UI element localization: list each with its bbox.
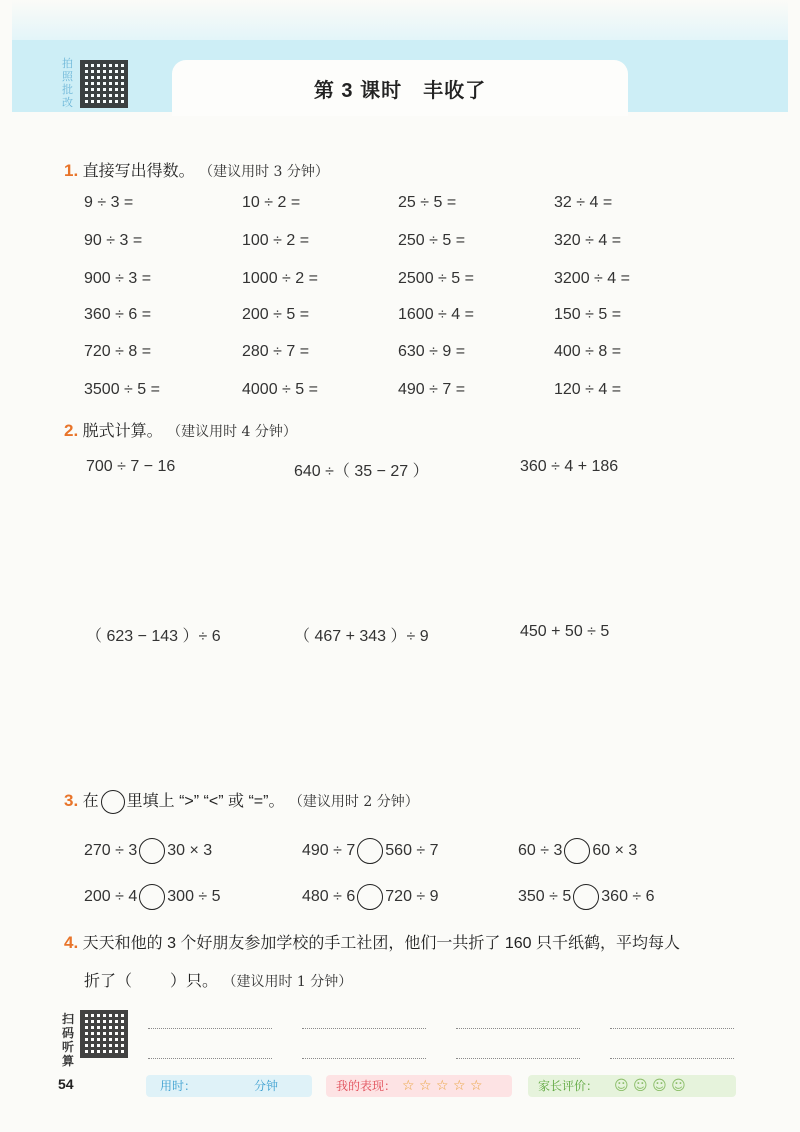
q4-text-line2a: 折了（ — [84, 973, 133, 990]
smiley-face-icons[interactable]: ☺ ☺ ☺ ☺ — [614, 1078, 686, 1094]
answer-line — [456, 1028, 580, 1029]
answer-line — [148, 1058, 272, 1059]
q3-right-expr: 60 × 3 — [592, 842, 638, 860]
performance-box[interactable] — [326, 1075, 512, 1097]
q4-hint: （建议用时 1 分钟） — [222, 974, 353, 990]
q2-heading — [64, 418, 297, 441]
q3-left-expr: 490 ÷ 7 — [302, 842, 356, 860]
q1-number: 1. — [64, 161, 79, 180]
q1-problem: 4000 ÷ 5 = — [242, 381, 318, 398]
scan-listen-label: 扫码听算 — [62, 1012, 75, 1068]
q2-problem: （ 467 + 343 ）÷ 9 — [294, 628, 429, 645]
time-unit: 分钟 — [254, 1079, 279, 1093]
q1-problem: 32 ÷ 4 = — [554, 194, 613, 211]
q3-comparison — [84, 838, 212, 864]
q1-problem: 1600 ÷ 4 = — [398, 306, 474, 323]
compare-circle-blank[interactable] — [139, 884, 165, 910]
q3-left-expr: 480 ÷ 6 — [302, 888, 356, 906]
q1-problem: 120 ÷ 4 = — [554, 381, 622, 398]
page-title: 第 3 课时 丰收了 — [313, 80, 487, 102]
q1-problem: 25 ÷ 5 = — [398, 194, 457, 211]
q1-problem: 400 ÷ 8 = — [554, 343, 622, 360]
page-number: 54 — [58, 1076, 74, 1092]
q1-problem: 320 ÷ 4 = — [554, 232, 622, 249]
q4-line2 — [84, 968, 352, 991]
photo-grade-label: 拍照批改 — [62, 58, 73, 109]
q4-number: 4. — [64, 933, 79, 952]
time-spent-box[interactable] — [146, 1075, 312, 1097]
q1-problem: 3200 ÷ 4 = — [554, 270, 630, 287]
parent-label: 家长评价： — [538, 1079, 599, 1093]
performance-label: 我的表现： — [336, 1079, 397, 1093]
q1-problem: 9 ÷ 3 = — [84, 194, 134, 211]
footer-qr-code-icon[interactable] — [80, 1010, 128, 1058]
q3-comparison — [302, 838, 439, 864]
q1-text: 直接写出得数。 — [82, 163, 195, 180]
compare-circle-blank[interactable] — [573, 884, 599, 910]
answer-line — [302, 1058, 426, 1059]
q3-heading — [64, 788, 419, 814]
q4-text-line2b: ）只。 — [170, 973, 219, 990]
q2-problem: 640 ÷（ 35 − 27 ） — [294, 463, 429, 480]
q2-text: 脱式计算。 — [82, 423, 163, 440]
q1-problem: 200 ÷ 5 = — [242, 306, 310, 323]
compare-circle-blank[interactable] — [357, 884, 383, 910]
q2-problem: 450 + 50 ÷ 5 — [520, 623, 610, 640]
q1-problem: 3500 ÷ 5 = — [84, 381, 160, 398]
answer-line — [148, 1028, 272, 1029]
circle-icon — [101, 790, 125, 814]
q3-text-before: 在 — [82, 793, 99, 810]
q3-number: 3. — [64, 791, 79, 810]
q2-number: 2. — [64, 421, 79, 440]
q3-right-expr: 720 ÷ 9 — [385, 888, 439, 906]
q1-problem: 490 ÷ 7 = — [398, 381, 466, 398]
header-band-top — [12, 0, 788, 40]
answer-line — [610, 1028, 734, 1029]
q3-left-expr: 350 ÷ 5 — [518, 888, 572, 906]
compare-circle-blank[interactable] — [564, 838, 590, 864]
q4-text-line1: 天天和他的 3 个好朋友参加学校的手工社团，他们一共折了 160 只千纸鹤，平均每人 — [82, 935, 681, 952]
q2-problem: 360 ÷ 4 + 186 — [520, 458, 619, 475]
q1-problem: 280 ÷ 7 = — [242, 343, 310, 360]
q3-right-expr: 300 ÷ 5 — [167, 888, 221, 906]
q1-problem: 630 ÷ 9 = — [398, 343, 466, 360]
qr-code-icon[interactable] — [80, 60, 128, 108]
q1-heading — [64, 158, 329, 181]
q1-problem: 100 ÷ 2 = — [242, 232, 310, 249]
answer-line — [456, 1058, 580, 1059]
q3-left-expr: 270 ÷ 3 — [84, 842, 138, 860]
q4-line1 — [64, 930, 764, 953]
answer-line — [610, 1058, 734, 1059]
q3-left-expr: 60 ÷ 3 — [518, 842, 563, 860]
compare-circle-blank[interactable] — [357, 838, 383, 864]
q1-problem: 150 ÷ 5 = — [554, 306, 622, 323]
q1-problem: 1000 ÷ 2 = — [242, 270, 318, 287]
q3-text-after: 里填上 “>” “<” 或 “=”。 — [126, 793, 285, 810]
parent-evaluation-box[interactable] — [528, 1075, 736, 1097]
q3-right-expr: 360 ÷ 6 — [601, 888, 655, 906]
q3-comparison — [84, 884, 221, 910]
q1-problem: 250 ÷ 5 = — [398, 232, 466, 249]
q1-problem: 2500 ÷ 5 = — [398, 270, 474, 287]
q1-problem: 10 ÷ 2 = — [242, 194, 301, 211]
q2-problem: （ 623 − 143 ）÷ 6 — [86, 628, 221, 645]
star-rating-icons[interactable]: ☆ ☆ ☆ ☆ ☆ — [402, 1078, 483, 1094]
q3-comparison — [518, 884, 655, 910]
answer-line — [302, 1028, 426, 1029]
q1-problem: 90 ÷ 3 = — [84, 232, 143, 249]
q3-comparison — [302, 884, 439, 910]
q3-right-expr: 560 ÷ 7 — [385, 842, 439, 860]
q1-problem: 720 ÷ 8 = — [84, 343, 152, 360]
q3-left-expr: 200 ÷ 4 — [84, 888, 138, 906]
q3-hint: （建议用时 2 分钟） — [288, 794, 419, 810]
q2-problem: 700 ÷ 7 − 16 — [86, 458, 176, 475]
q1-hint: （建议用时 3 分钟） — [199, 164, 329, 180]
q3-right-expr: 30 × 3 — [167, 842, 213, 860]
q3-comparison — [518, 838, 637, 864]
compare-circle-blank[interactable] — [139, 838, 165, 864]
q1-problem: 900 ÷ 3 = — [84, 270, 152, 287]
q2-hint: （建议用时 4 分钟） — [167, 424, 297, 440]
q1-problem: 360 ÷ 6 = — [84, 306, 152, 323]
time-label: 用时： — [160, 1079, 197, 1093]
